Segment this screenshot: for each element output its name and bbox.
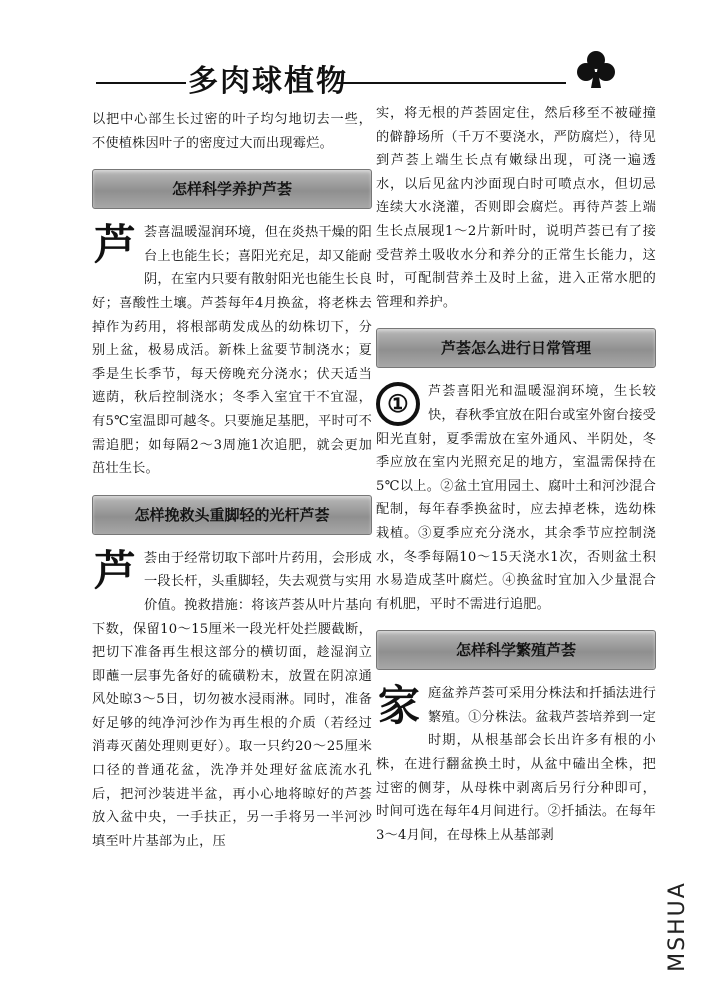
right-intro-text: 实，将无根的芦荟固定住，然后移至不被碰撞的僻静场所（千万不要浇水，严防腐烂），待见到芦荟上端生长点有嫩绿出现，可浇一遍透水，以后见盆内沙面现白时可喷点水，但切忌连续大水浇灌，否则即会腐烂。再待芦荟上端生长点展现1～2片新叶时，说明芦荟已有了接受营养土吸收水分和养分的正常生长能力，这时，可配制营养土及时上盆，进入正常水肥的管理和养护。 (376, 106, 656, 310)
section-heading-daily: 芦荟怎么进行日常管理 (376, 328, 656, 368)
dropcap-care: 芦 (93, 220, 137, 270)
page-title: 多肉球植物 (188, 64, 348, 99)
left-intro-text: 以把中心部生长过密的叶子均匀地切去一些，不使植株因叶子的密度过大而出现霉烂。 (92, 112, 372, 151)
club-icon (574, 48, 618, 92)
section-text-care: 荟喜温暖湿润环境，但在炎热干燥的阳台上也能生长；喜阳光充足，却又能耐阴，在室内只要有散射阳光也能生长良好；喜酸性土壤。芦荟每年4月换盆，将老株去掉作为药用，将根部萌发成丛的幼株切下，分别上盆，极易成活。新株上盆要节制浇水；夏季是生长季节，每天傍晚充分浇水；伏天适当遮荫，秋后控制浇水；冬季入室宜干不宜湿，有5℃室温即可越冬。只要施足基肥，平时可不需追肥；如每隔2～3周施1次追肥，就会更加茁壮生长。 (92, 225, 372, 477)
watermark (664, 874, 698, 984)
section-heading-propagate: 怎样科学繁殖芦荟 (376, 630, 656, 670)
header-rule-right (336, 82, 566, 84)
section-body-daily (376, 380, 656, 616)
dropcap-rescue: 芦 (93, 545, 137, 595)
section-heading-care: 怎样科学养护芦荟 (92, 169, 372, 209)
header-rule-left (96, 82, 186, 84)
section-text-propagate: 庭盆养芦荟可采用分株法和扦插法进行繁殖。①分株法。盆栽芦荟培养到一定时期，从根基部会长出许多有根的小株，在进行翻盆换土时，从盆中磕出全株，把过密的侧芽，从母株中剥离后另行分种即可，时间可选在每年4月间进行。②扦插法。在每年3～4月间，在母株上从基部剥 (376, 686, 656, 843)
section-body-rescue (92, 547, 372, 854)
dropcap-daily: ① (376, 382, 420, 426)
section-heading-rescue: 怎样挽救头重脚轻的光杆芦荟 (92, 495, 372, 535)
dropcap-propagate: 家 (377, 681, 421, 731)
page-header (0, 0, 708, 110)
section-text-rescue: 荟由于经常切取下部叶片药用，会形成一段长杆，头重脚轻，失去观赏与实用价值。挽救措施：将该芦荟从叶片基向下数，保留10～15厘米一段光杆处拦腰截断，把切下准备再生根这部分的横切面，趁湿润立即蘸一层事先备好的硫磺粉末，放置在阴凉通风处晾3～5日，切勿被水浸雨淋。同时，准备好足够的纯净河沙作为再生根的介质（若经过消毒灭菌处理则更好）。取一只约20～25厘米口径的普通花盆，洗净并处理好盆底流水孔后，把河沙装进半盆，再小心地将晾好的芦荟放入盆中央，一手扶正，另一手将另一半河沙填至叶片基部为止，压 (92, 550, 372, 849)
right-column (376, 102, 656, 847)
watermark-text: MSHUA (664, 881, 690, 972)
section-text-daily: 芦荟喜阳光和温暖湿润环境，生长较快，春秋季宜放在阳台或室外窗台接受阳光直射，夏季需放在室外通风、半阴处，冬季应放在室内光照充足的地方，室温需保持在5℃以上。②盆土宜用园土、腐叶土和河沙混合配制，每年春季换盆时，应去掉老株，选幼株栽植。③夏季应充分浇水，其余季节应控制浇水，冬季每隔10～15天浇水1次，否则盆土积水易造成茎叶腐烂。④换盆时宜加入少量混合有机肥，平时不需进行追肥。 (376, 384, 656, 612)
left-column (92, 108, 372, 853)
section-body-propagate (376, 682, 656, 847)
section-body-care (92, 221, 372, 481)
